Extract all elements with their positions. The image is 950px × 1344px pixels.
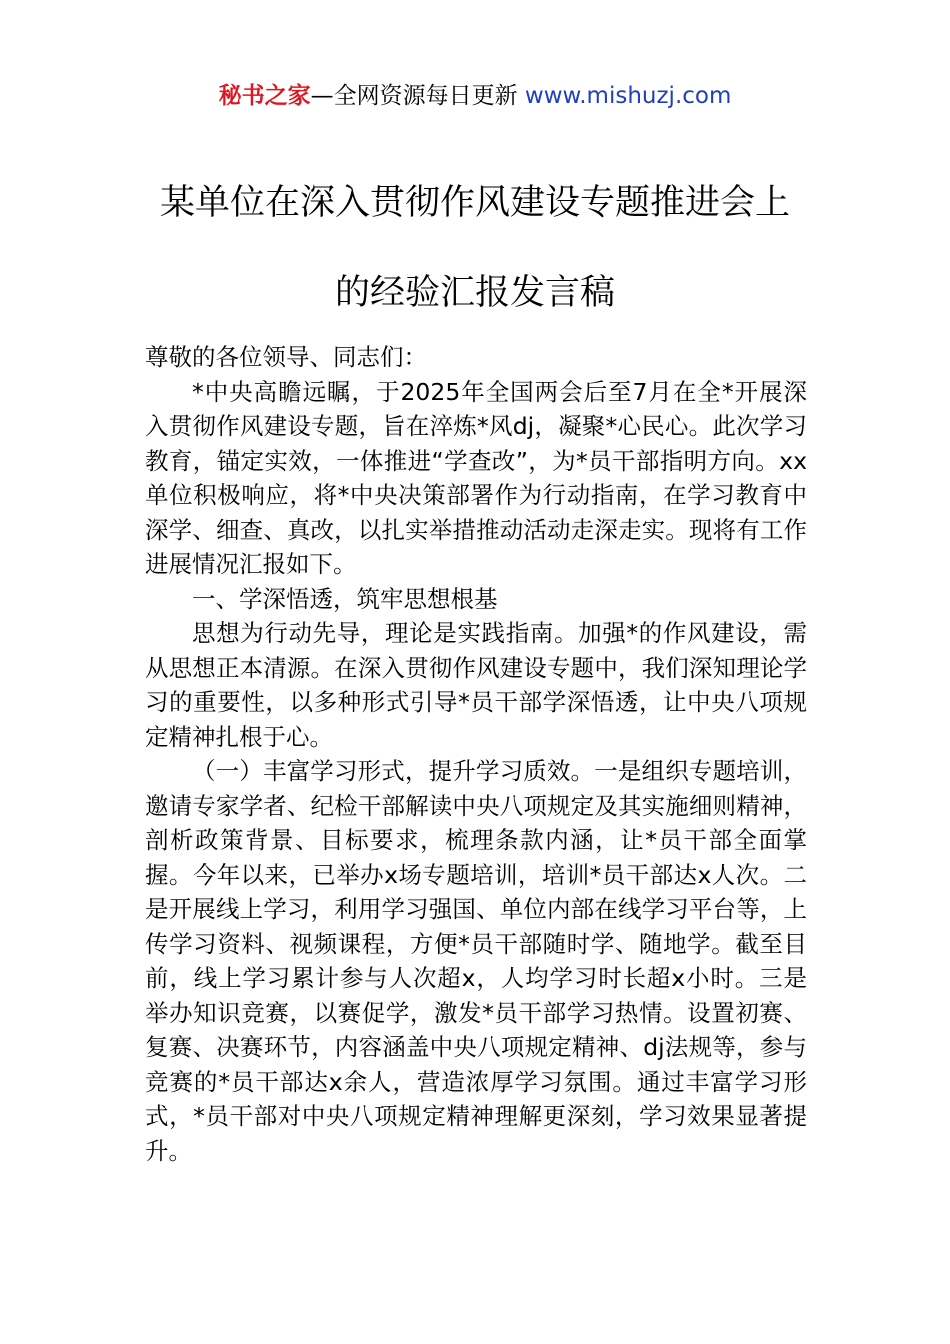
paragraph-subsection-1: （一）丰富学习形式，提升学习质效。一是组织专题培训，邀请专家学者、纪检干部解读中央八项规定及其实施细则精神，剖析政策背景、目标要求，梳理条款内涵，让*员干部全面掌握。今年以来，已举办x场专题培训，培训*员干部达x人次。二是开展线上学习，利用学习强国、单位内部在线学习平台等，上传学习资料、视频课程，方便*员干部随时学、随地学。截至目前，线上学习累计参与人次超x，人均学习时长超x小时。三是举办知识竞赛，以赛促学，激发*员干部学习热情。设置初赛、复赛、决赛环节，内容涵盖中央八项规定精神、dj法规等，参与竞赛的*员干部达x余人，营造浓厚学习氛围。通过丰富学习形式，*员干部对中央八项规定精神理解更深刻，学习效果显著提升。 <box>145 757 807 1165</box>
document-title-line-1: 某单位在深入贯彻作风建设专题推进会上 <box>159 183 790 223</box>
document-title-line-2: 的经验汇报发言稿 <box>334 273 615 313</box>
document-title <box>145 158 805 338</box>
site-header <box>0 80 950 112</box>
paragraph-intro: *中央高瞻远瞩，于2025年全国两会后至7月在全*开展深入贯彻作风建设专题，旨在淬炼*风dj，凝聚*心民心。此次学习教育，锚定实效，一体推进“学查改”，为*员干部指明方向。xx单位积极响应，将*中央决策部署作为行动指南，在学习教育中深学、细查、真改，以扎实举措推动活动走深走实。现将有工作进展情况汇报如下。 <box>145 377 807 578</box>
site-brand: 秘书之家 <box>218 83 311 109</box>
paragraph-section-intro: 思想为行动先导，理论是实践指南。加强*的作风建设，需从思想正本清源。在深入贯彻作风建设专题中，我们深知理论学习的重要性，以多种形式引导*员干部学深悟透，让中央八项规定精神扎根于心。 <box>145 619 807 751</box>
salutation: 尊敬的各位领导、同志们： <box>145 343 427 371</box>
document-body <box>145 340 807 1168</box>
site-tagline: —全网资源每日更新 <box>310 83 525 109</box>
section-heading: 一、学深悟透，筑牢思想根基 <box>192 584 498 613</box>
site-url-link[interactable]: www.mishuzj.com <box>524 83 732 109</box>
